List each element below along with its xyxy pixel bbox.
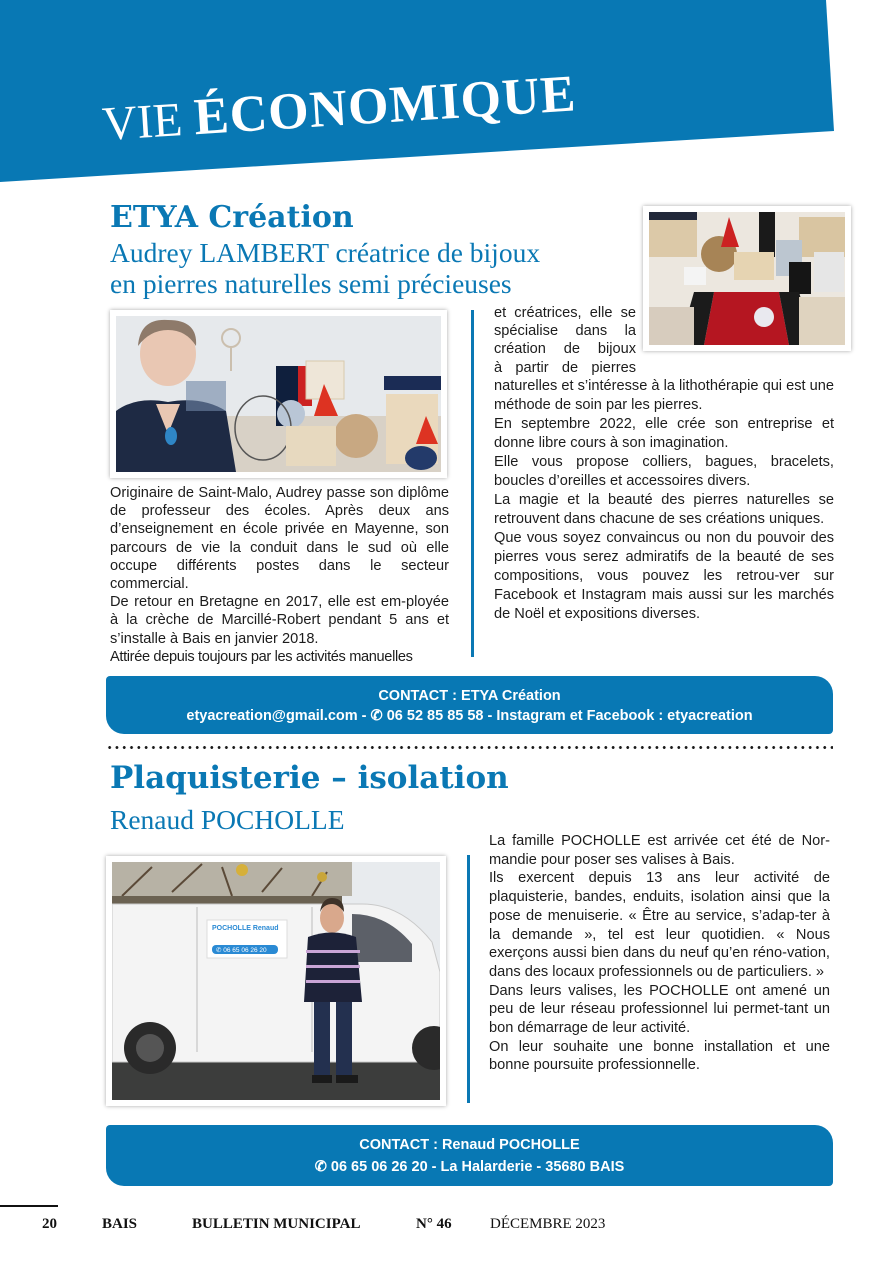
footer-publication: BULLETIN MUNICIPAL <box>192 1216 361 1232</box>
photo-jewelry-display <box>643 206 851 351</box>
article1-title: ETYA Création <box>110 200 354 235</box>
article2-column <box>489 832 830 1075</box>
article1-right-column <box>494 377 834 624</box>
contact-box-pocholle <box>106 1125 833 1186</box>
portrait-image <box>116 316 441 472</box>
column-divider <box>471 310 474 657</box>
contact-details[interactable]: ✆ 06 65 06 26 20 - La Halarderie - 35680 BAIS <box>314 1159 625 1175</box>
wrap-line: et créatrices, elle se <box>494 305 636 321</box>
article1-paragraph: Que vous soyez convaincus ou non du pouvoir des pierres vous serez admiratifs de la beauté de ses compositions, vous pouvez les retrou-ver sur Facebook et Instagram mais aussi sur les marchés de Noël et expositions diverses. <box>494 530 834 622</box>
article1-subtitle <box>110 238 540 300</box>
article1-paragraph: naturelles et s’intéresse à la lithothérapie qui est une méthode de soin par les pierres. <box>494 378 834 413</box>
footer-page-number: 20 <box>42 1216 57 1232</box>
article2-paragraph: La famille POCHOLLE est arrivée cet été de Nor-mandie pour poser ses valises à Bais. <box>489 833 830 868</box>
article2-paragraph: Ils exercent depuis 13 ans leur activité de plaquisterie, bandes, enduits, isolation ainsi que la pose de menuiserie. « Être au service, s’adap-ter à la demande », tel est leur quotidien. « Nous exerçons aussi bien dans du neuf qu’en réno-vation, dans des locaux professionnels ou de particuliers. » <box>489 870 830 980</box>
article2-paragraph: On leur souhaite une bonne installation et une bonne poursuite professionnelle. <box>489 1038 830 1074</box>
contact-title: CONTACT : ETYA Création <box>378 688 561 704</box>
article1-paragraph: Elle vous propose colliers, bagues, bracelets, boucles d’oreilles et accessoires divers. <box>494 454 834 489</box>
van-sign-name: POCHOLLE Renaud <box>212 925 279 932</box>
article1-subtitle-line1: Audrey LAMBERT créatrice de bijoux <box>110 237 541 268</box>
article2-paragraph: Dans leurs valises, les POCHOLLE ont amené un peu de leur réseau professionnel lui permet-tant un bon démarrage de leur activité. <box>489 982 830 1037</box>
article1-paragraph: De retour en Bretagne en 2017, elle est em-ployée à la crèche de Marcillé-Robert pendant 5 ans et s’installe à Bais en janvier 2018. <box>110 594 449 647</box>
photo-portrait <box>110 310 447 478</box>
contact-title: CONTACT : Renaud POCHOLLE <box>359 1137 580 1153</box>
section-title-bold: ÉCONOMIQUE <box>192 65 578 147</box>
contact-details[interactable]: etyacreation@gmail.com - ✆ 06 52 85 85 58 - Instagram et Facebook : etyacreation <box>186 708 753 724</box>
article1-left-column <box>110 484 449 666</box>
article2-title: Plaquisterie – isolation <box>110 760 509 796</box>
van-image <box>112 862 440 1100</box>
jewelry-display-image <box>649 212 845 345</box>
van-sign-phone: ✆ 06 65 06 26 20 <box>216 947 267 954</box>
article1-paragraph: La magie et la beauté des pierres naturelles se retrouvent dans chacune de ses créations uniques. <box>494 492 834 527</box>
article1-wrap-column <box>494 304 636 377</box>
dotted-separator <box>106 745 833 750</box>
article2-subtitle: Renaud POCHOLLE <box>110 804 345 835</box>
footer-town: BAIS <box>102 1216 138 1232</box>
wrap-line: à partir de pierres <box>494 359 636 376</box>
footer-issue: N° 46 <box>416 1216 452 1232</box>
section-title-light: VIE <box>100 92 196 151</box>
article1-paragraph: En septembre 2022, elle crée son entreprise et donne libre cours à son imagination. <box>494 416 834 451</box>
footer-rule <box>0 1205 58 1207</box>
article1-subtitle-line2: en pierres naturelles semi précieuses <box>110 267 512 299</box>
photo-van <box>106 856 446 1106</box>
article1-paragraph: Attirée depuis toujours par les activités manuelles <box>110 648 413 665</box>
footer-date: DÉCEMBRE 2023 <box>490 1216 606 1232</box>
wrap-line: spécialise dans la <box>494 323 636 340</box>
contact-box-etya <box>106 676 833 734</box>
article1-paragraph: Originaire de Saint-Malo, Audrey passe son diplôme de professeur des écoles. Après deux ans d’enseignement en école privée en Mayenne, son parcours de vie la conduit dans le sud où elle occupe différents postes dans le secteur commercial. <box>110 485 449 593</box>
wrap-line: création de bijoux <box>494 341 636 358</box>
column-divider-2 <box>467 855 470 1103</box>
